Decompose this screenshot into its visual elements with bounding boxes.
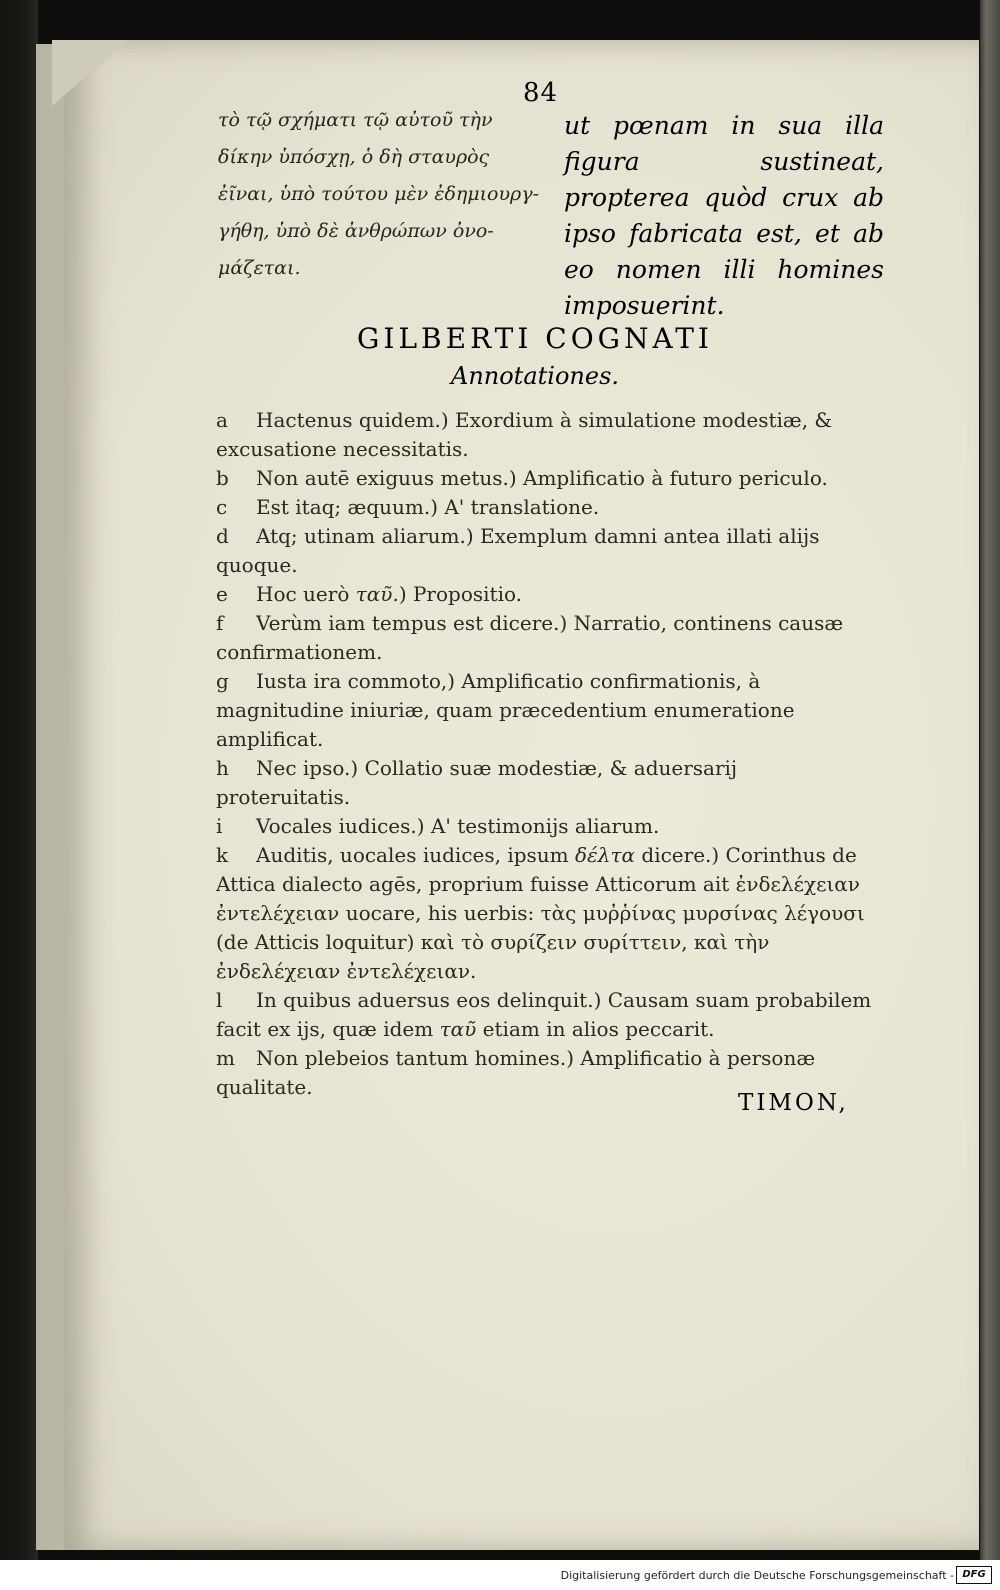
annotation-letter: f [216,611,224,635]
annotation-text-after: dicere.) Corinthus de Attica dialecto agēs, proprium fuisse Atticorum ait ἐνδελέχειαν ἐντελέχειαν uocare, his uerbis: τὰς μυῤῥίνας μυρσίνας λέγουσι (de Atticis loquitur) καὶ τὸ συρίζειν συρίττειν, καὶ τὴν ἐνδελέχειαν ἐντελέχειαν. [216,843,865,983]
annotation-text: Non autē exiguus metus.) Amplificatio à futuro periculo. [256,466,828,490]
annotation-text-after: etiam in alios peccarit. [482,1017,715,1041]
footer-bar [0,1560,1000,1590]
section-heading: GILBERTI COGNATI [357,322,713,355]
annotation-text: Nec ipso.) Collatio suæ modestiæ, & aduersarij proteruitatis. [216,756,738,809]
annotation-letter: h [216,756,229,780]
annotation-item [216,609,872,667]
annotation-letter: l [216,988,223,1012]
annotation-text: Iusta ira commoto,) Amplificatio confirmationis, à magnitudine iniuriæ, quam præcedentium enumeratione amplificat. [216,669,795,751]
annotation-text: Atq; utinam aliarum.) Exemplum damni antea illati alijs quoque. [216,524,820,577]
annotation-letter: e [216,582,228,606]
annotation-letter: d [216,524,229,548]
greek-line: ἐῖναι, ὑπὸ τούτου μὲν ἐδημιουργ- [218,183,539,205]
catchword: TIMON, [738,1090,849,1116]
greek-line: δίκην ὑπόσχῃ, ὁ δὴ σταυρὸς [218,146,490,168]
annotation-letter: k [216,843,229,867]
annotation-item [216,986,872,1044]
funding-credit: Digitalisierung gefördert durch die Deutsche Forschungsgemeinschaft - [560,1569,954,1582]
greek-line: γήθη, ὑπὸ δὲ ἀνθρώπων ὀνο- [218,220,494,242]
annotation-greek: δέλτα [575,843,636,867]
page-number: 84 [523,78,559,108]
annotation-letter: g [216,669,229,693]
annotation-letter: i [216,814,223,838]
folded-corner [52,40,128,106]
annotation-item [216,812,872,841]
annotation-item [216,841,872,986]
greek-text-column [218,102,558,287]
annotation-text: Hoc uerò [256,582,350,606]
annotation-text: Hactenus quidem.) Exordium à simulatione modestiæ, & excusatione necessitatis. [216,408,833,461]
greek-line: μάζεται. [218,257,301,279]
annotation-greek: ταῦ. [355,582,399,606]
annotation-text: Est itaq; æquum.) A' translatione. [256,495,600,519]
annotation-item [216,406,872,464]
dfg-logo: DFG [956,1566,992,1584]
annotation-item [216,522,872,580]
annotation-letter: a [216,408,228,432]
latin-text-column: ut pœnam in sua illa figura sustineat, propterea quòd crux ab ipso fabricata est, et ab eo nomen illi homines imposuerint. [564,111,884,320]
annotations-list [216,406,872,1102]
annotation-item [216,754,872,812]
annotation-greek: ταῦ [439,1017,477,1041]
annotation-text: Non plebeios tantum homines.) Amplificatio à personæ qualitate. [216,1046,816,1099]
annotation-item [216,464,872,493]
annotation-item [216,493,872,522]
greek-line: τὸ τῷ σχήματι τῷ αὐτοῦ τὴν [218,109,493,131]
book-cover-right [980,0,1000,1560]
annotation-letter: b [216,466,229,490]
annotation-letter: c [216,495,228,519]
annotation-text: In quibus aduersus eos delinquit.) Causam suam probabilem facit ex ijs, quæ idem [216,988,872,1041]
annotation-letter: m [216,1046,235,1070]
annotation-text: Auditis, uocales iudices, ipsum [256,843,569,867]
annotation-item [216,667,872,754]
annotation-text: Vocales iudices.) A' testimonijs aliarum. [256,814,660,838]
annotation-text-after: ) Propositio. [398,582,523,606]
book-cover-left [0,0,38,1590]
annotation-item [216,580,872,609]
annotation-text: Verùm iam tempus est dicere.) Narratio, continens causæ confirmationem. [216,611,844,664]
section-subheading: Annotationes. [450,362,620,390]
